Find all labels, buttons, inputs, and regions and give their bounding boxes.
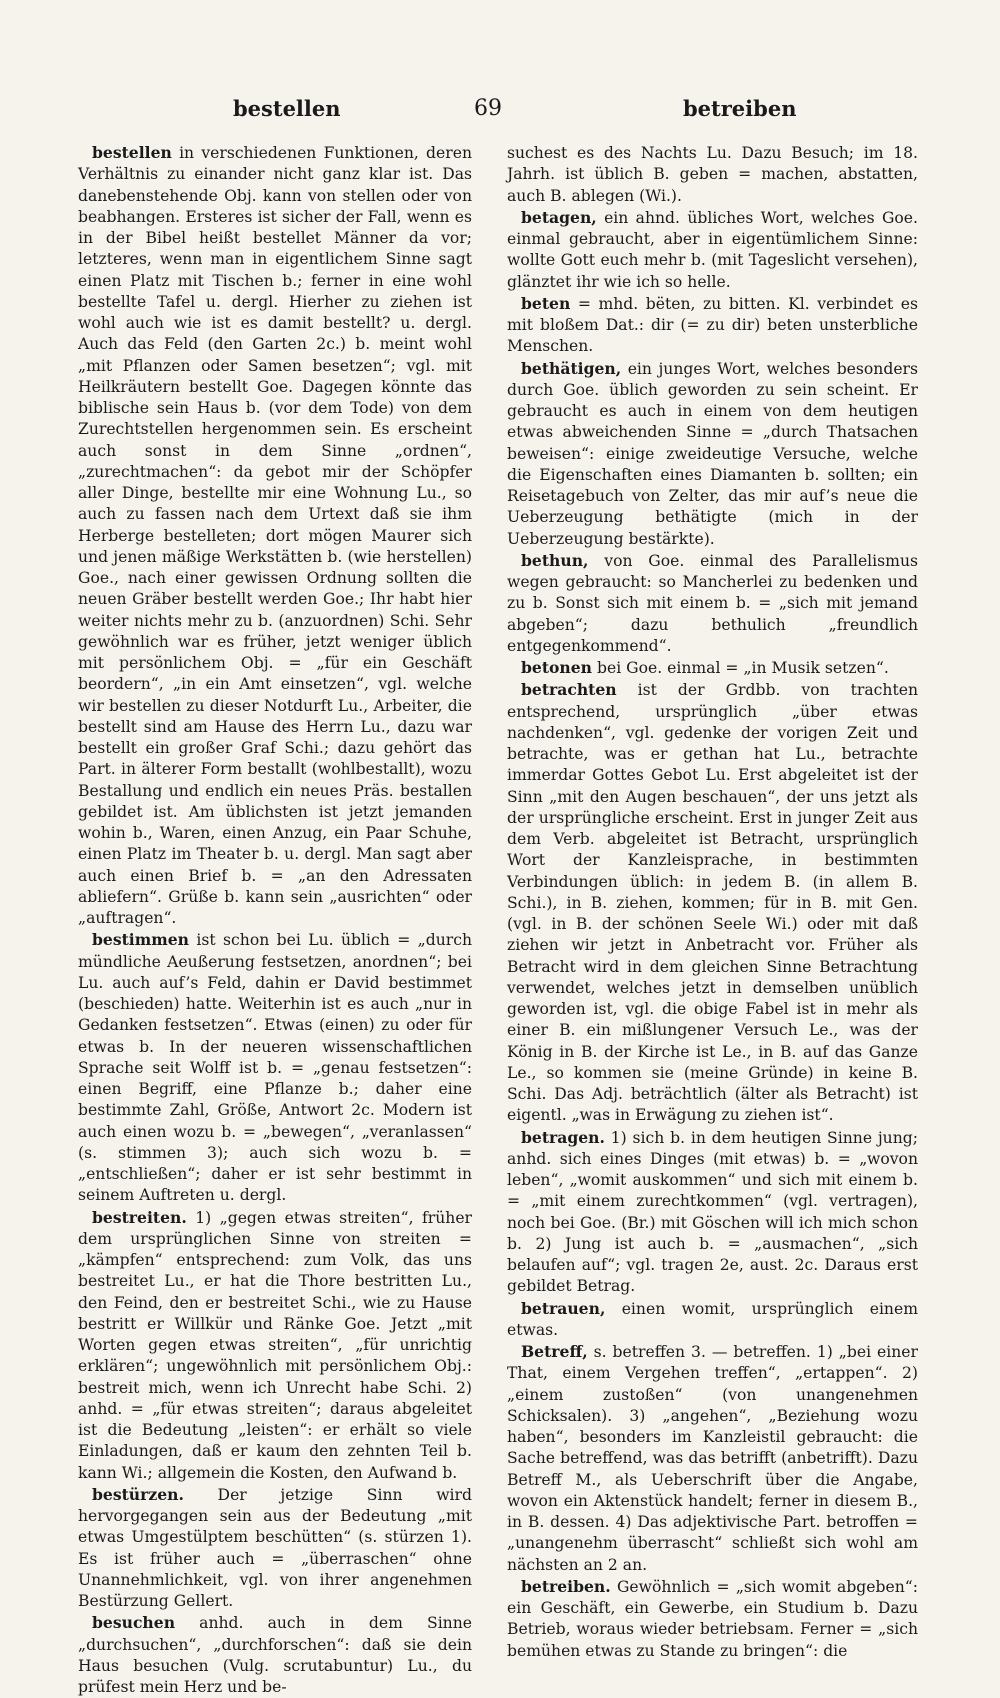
right-column bbox=[507, 142, 918, 1662]
entry-headword: besuchen bbox=[92, 1613, 176, 1633]
entry-text: Der jetzige Sinn wird hervorgegangen sein aus der Bedeutung „mit etwas Umgestülptem beschütten“ (s. stürzen 1). Es ist früher auch = „überraschen“ ohne Unannehmlichkeit, vgl. von ihrer angenehmen Bestürzung Gellert. bbox=[78, 1485, 472, 1610]
entry-headword: bethun, bbox=[521, 550, 589, 570]
entry-betreff bbox=[507, 1341, 918, 1576]
entry-headword: betonen bbox=[521, 658, 593, 677]
entry-headword: betagen, bbox=[521, 207, 597, 227]
entry-headword: betragen. bbox=[521, 1127, 605, 1147]
entry-text: 1) „gegen etwas streiten“, früher dem ursprünglichen Sinne von streiten = „kämpfen“ entsprechend: zum Volk, das uns bestreitet Lu., er hat die Thore bestritten Lu., den Feind, den er bestreitet Schi., wie zu Hause bestritt er Willkür und Ränke Goe. Jetzt „mit Worten gegen etwas streiten“, „für unrichtig erklären“; ungewöhnlich mit persönlichem Obj.: bestreit mich, wenn ich Unrecht habe Schi. 2) anhd. = „für etwas streiten“; daraus abgeleitet ist die Bedeutung „leisten“: er erhält so viele Einladungen, daß er kaum den zehnten Teil b. kann Wi.; allgemein die Kosten, den Aufwand b. bbox=[78, 1208, 472, 1482]
header-left-word: bestellen bbox=[233, 96, 341, 121]
entry-bestellen bbox=[78, 142, 472, 929]
entry-text: = mhd. bëten, zu bitten. Kl. verbindet es mit bloßem Dat.: dir (= zu dir) beten unsterbliche Menschen. bbox=[507, 294, 918, 356]
entry-headword: bestellen bbox=[92, 143, 172, 162]
entry-continuation bbox=[507, 142, 918, 207]
entry-headword: beten bbox=[521, 293, 571, 313]
entry-betrachten bbox=[507, 679, 918, 1126]
header-right-word: betreiben bbox=[683, 96, 797, 121]
entry-bethaetigen bbox=[507, 358, 918, 550]
entry-text: anhd. auch in dem Sinne „durchsuchen“, „durchforschen“: daß sie dein Haus besuchen (Vulg. scrutabuntur) Lu., du prüfest mein Herz und be- bbox=[78, 1614, 472, 1696]
entry-text: ein junges Wort, welches besonders durch Goe. üblich geworden zu sein scheint. Er gebraucht es auch in einem von dem heutigen etwas abweichenden Sinne = „durch Thatsachen beweisen“: einige zweideutige Versuche, welche die Eigenschaften eines Diamanten b. sollten; ein Reisetagebuch von Zelter, das mir auf’s neue die Ueberzeugung bethätigte (mich in der Ueberzeugung bestärkte). bbox=[507, 359, 918, 548]
entry-text: Gewöhnlich = „sich womit abgeben“: ein Geschäft, ein Gewerbe, ein Studium b. Dazu Betrieb, woraus wieder betriebsam. Ferner = „sich bemühen etwas zu Stande zu bringen“: die bbox=[507, 1577, 918, 1660]
entry-text: s. betreffen 3. — betreffen. 1) „bei einer That, einem Vergehen treffen“, „ertappen“. 2) „einem zustoßen“ (von unangenehmen Schicksalen). 3) „angehen“, „Beziehung wozu haben“, besonders im Kanzleistil gebraucht: die Sache betreffend, was das betrifft (anbetrifft). Dazu Betreff M., als Ueberschrift über die Angabe, wovon ein Aktenstück handelt; ferner in diesem B., in B. dessen. 4) Das adjektivische Part. betroffen = „unangenehm überrascht“ schließt sich wohl am nächsten an 2 an. bbox=[507, 1343, 918, 1574]
entry-text: von Goe. einmal des Parallelismus wegen gebraucht: so Mancherlei zu bedenken und zu b. Sonst sich mit einem b. = „sich mit jemand abgeben“; dazu bethulich „freundlich entgegenkommend“. bbox=[507, 551, 918, 655]
entry-text: 1) sich b. in dem heutigen Sinne jung; anhd. sich eines Dinges (mit etwas) b. = „wovon leben“, „womit auskommen“ und sich mit einem b. = „mit einem zurechtkommen“ (vgl. vertragen), noch bei Goe. (Br.) mit Göschen will ich mich schon b. 2) Jung ist auch b. = „ausmachen“, „sich belaufen auf“; vgl. tragen 2e, aust. 2c. Daraus erst gebildet Betrag. bbox=[507, 1128, 918, 1296]
entry-text: ist schon bei Lu. üblich = „durch mündliche Aeußerung festsetzen, anordnen“; bei Lu. auch auf’s Feld, dahin er David bestimmet (beschieden) hatte. Weiterhin ist es auch „nur in Gedanken festsetzen“. Etwas (einen) zu oder für etwas b. In der neueren wissenschaftlichen Sprache seit Wolff ist b. = „genau festsetzen“: einen Begriff, eine Pflanze b.; daher eine bestimmte Zahl, Größe, Antwort 2c. Modern ist auch einen wozu b. = „bewegen“, „veranlassen“ (s. stimmen 3); auch sich wozu b. = „entschließen“; daher er ist sehr bestimmt in seinem Auftreten u. dergl. bbox=[78, 931, 472, 1205]
entry-text: einen womit, ursprünglich einem etwas. bbox=[507, 1299, 918, 1339]
entry-beten bbox=[507, 293, 918, 358]
running-header bbox=[0, 96, 1000, 132]
entry-bethun bbox=[507, 550, 918, 657]
entry-text: bei Goe. einmal = „in Musik setzen“. bbox=[592, 659, 889, 677]
entry-headword: bethätigen, bbox=[521, 358, 622, 378]
entry-headword: Betreff, bbox=[521, 1342, 588, 1361]
entry-besuchen bbox=[78, 1612, 472, 1698]
entry-text: suchest es des Nachts Lu. Dazu Besuch; im 18. Jahrh. ist üblich B. geben = machen, abstatten, auch B. ablegen (Wi.). bbox=[507, 144, 918, 205]
entry-bestimmen bbox=[78, 929, 472, 1206]
entry-headword: betreiben. bbox=[521, 1576, 611, 1596]
entry-text: ein ahnd. übliches Wort, welches Goe. einmal gebraucht, aber in eigentümlichem Sinne: wollte Gott euch mehr b. (mit Tageslicht versehen), glänztet ihr wie ich so helle. bbox=[507, 208, 918, 291]
entry-betagen bbox=[507, 207, 918, 293]
entry-headword: bestimmen bbox=[92, 930, 189, 950]
entry-headword: betrachten bbox=[521, 680, 617, 700]
entry-text: ist der Grdbb. von trachten entsprechend, ursprünglich „über etwas nachdenken“, vgl. gedenke der vorigen Zeit und betrachte, was er gethan hat Lu., betrachte immerdar Gottes Gebot Lu. Erst abgeleitet ist der Sinn „mit den Augen beschauen“, der uns jetzt als der ursprüngliche erscheint. Erst in junger Zeit aus dem Verb. abgeleitet ist Betracht, ursprünglich Wort der Kanzleisprache, in bestimmten Verbindungen üblich: in jedem B. (in allem B. Schi.), in B. ziehen, kommen; für in B. mit Gen. (vgl. in B. der schönen Seele Wi.) oder mit daß ziehen wir jetzt in Anbetracht vor. Früher als Betracht wird in dem gleichen Sinne Betrachtung verwendet, welches jetzt in demselben unüblich geworden ist, vgl. die obige Fabel ist in mehr als einer B. ein mißlungener Versuch Le., was der König in B. der Kirche ist Le., in B. auf das Ganze Le., so kommen sie (meine Gründe) in keine B. Schi. Das Adj. beträchtlich (älter als Betracht) ist eigentl. „was in Erwägung zu ziehen ist“. bbox=[507, 681, 918, 1125]
entry-bestreiten bbox=[78, 1207, 472, 1484]
entry-betrauen bbox=[507, 1298, 918, 1342]
left-column bbox=[78, 142, 472, 1698]
entry-headword: betrauen, bbox=[521, 1298, 606, 1318]
entry-betragen bbox=[507, 1127, 918, 1298]
entry-betreiben bbox=[507, 1576, 918, 1662]
entry-text: in verschiedenen Funktionen, deren Verhältnis zu einander nicht ganz klar ist. Das danebenstehende Obj. kann von stellen oder von beabhangen. Ersteres ist sicher der Fall, wenn es in der Bibel heißt bestellet Männer da vor; letzteres, wenn man in eigentlichem Sinne sagt einen Platz mit Tischen b.; ferner in eine wohl bestellte Tafel u. dergl. Hierher zu ziehen ist wohl auch wie ist es damit bestellt? u. dergl. Auch das Feld (den Garten 2c.) b. meint wohl „mit Pflanzen oder Samen besetzen“; vgl. mit Heilkräutern bestellt Goe. Dagegen könnte das biblische sein Haus b. (vor dem Tode) von dem Zurechtstellen hergenommen sein. Es erscheint auch sonst in dem Sinne „ordnen“, „zurechtmachen“: da gebot mir der Schöpfer aller Dinge, bestellte mir eine Wohnung Lu., so auch zu fassen nach dem Urtext daß sie ihm Herberge bestelleten; dort mögen Maurer sich und jenen mäßige Werkstätten b. (wie herstellen) Goe., nach einer gewissen Ordnung sollten die neuen Gräber bestellt werden Goe.; Ihr habt hier weiter nichts mehr zu b. (anzuordnen) Schi. Sehr gewöhnlich war es früher, jetzt weniger üblich mit persönlichem Obj. = „für ein Geschäft beordern“, „in ein Amt einsetzen“, vgl. welche wir bestellen zu dieser Notdurft Lu., Arbeiter, die bestellt sind am Hause des Herrn Lu., dazu war bestellt ein großer Graf Schi.; dazu gehört das Part. in älterer Form bestallt (wohlbestallt), wozu Bestallung und endlich ein neues Präs. bestallen gebildet ist. Am üblichsten ist jetzt jemanden wohin b., Waren, einen Anzug, ein Paar Schuhe, einen Platz im Theater b. u. dergl. Man sagt aber auch einen Brief b. = „an den Adressaten abliefern“. Grüße b. kann sein „ausrichten“ oder „auftragen“. bbox=[78, 144, 472, 927]
entry-bestuerzen bbox=[78, 1484, 472, 1613]
entry-headword: bestürzen. bbox=[92, 1484, 184, 1504]
entry-headword: bestreiten. bbox=[92, 1207, 187, 1227]
page-number: 69 bbox=[474, 96, 502, 121]
entry-betonen bbox=[507, 657, 918, 679]
